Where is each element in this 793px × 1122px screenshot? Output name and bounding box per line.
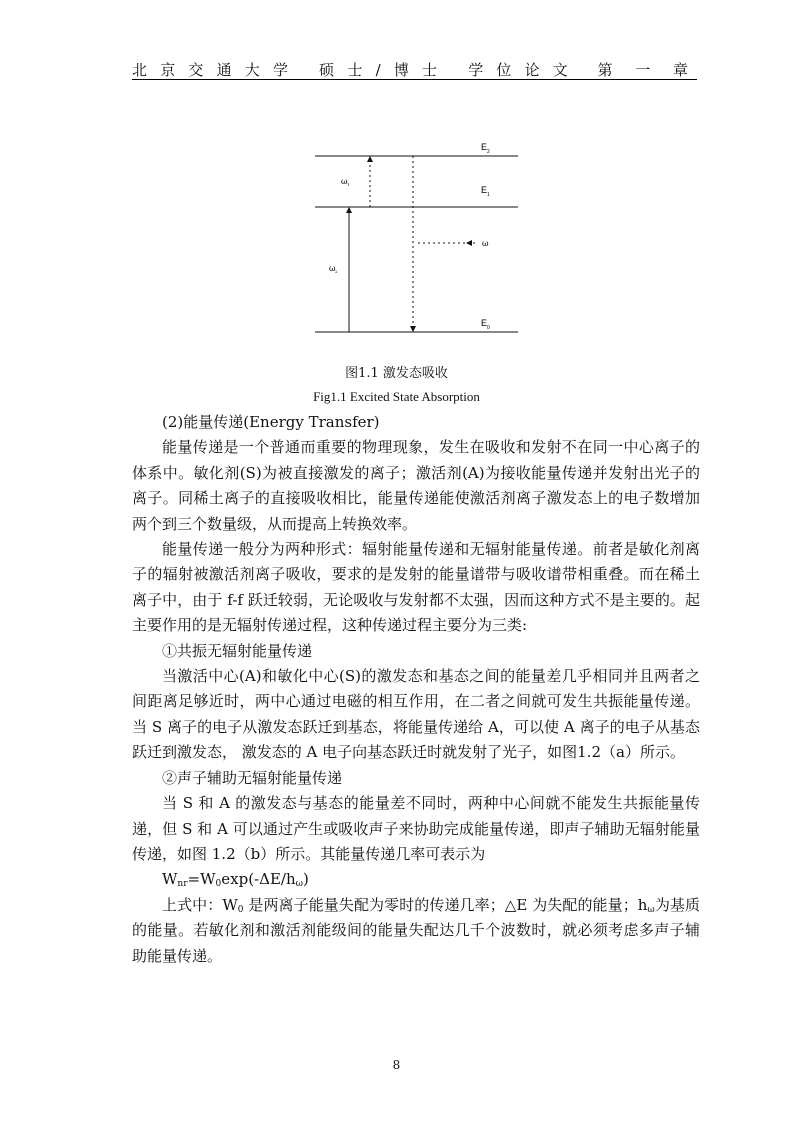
subsection-heading: ①共振无辐射能量传递 (162, 641, 313, 660)
label-e0: E (481, 318, 488, 328)
header-chapter: 第 一 章 (597, 61, 697, 79)
svg-text:1: 1 (347, 182, 350, 187)
paragraph: 上式中：$W_0$ 是两离子能量失配为零时的传递几率；△E 为失配的能量；$h_\omega$为基质的能量。若敏化剂和激活剂能级间的能量失配达几千个波数时，就必须考虑多声子辅助能量传递。 (132, 895, 700, 965)
svg-text:2: 2 (335, 269, 338, 274)
svg-text:2: 2 (487, 149, 490, 155)
page-header (132, 57, 697, 80)
header-title: 北京交通大学 硕士/博士 学位论文 (132, 61, 581, 79)
svg-text:0: 0 (487, 325, 490, 331)
formula: $W_{nr}=W_0\exp(-\Delta E/h_\omega)$ (162, 870, 309, 890)
paragraph: 能量传递一般分为两种形式：辐射能量传递和无辐射能量传递。前者是敏化剂离子的辐射被激活剂离子吸收，要求的是发射的能量谱带与吸收谱带相重叠。而在稀土离子中，由于 f-f 跃迁较弱，无论吸收与发射都不太强，因而这种方式不是主要的。起主要作用的是无辐射传递过程，这种传递过程主要分为三类: (132, 540, 700, 635)
body-text (132, 410, 700, 969)
section-heading: (2)能量传递(Energy Transfer) (162, 413, 380, 431)
label-w1: ω (341, 177, 348, 186)
label-e2: E (481, 142, 488, 152)
energy-level-diagram (300, 130, 530, 340)
subsection-heading: ②声子辅助无辐射能量传递 (162, 768, 343, 787)
paragraph: 当 S 和 A 的激发态与基态的能量差不同时，两种中心间就不能发生共振能量传递，但 S 和 A 可以通过产生或吸收声子来协助完成能量传递，即声子辅助无辐射能量传递，如图 1.2（b）所示。其能量传递几率可表示为 (132, 794, 700, 863)
label-w2: ω (329, 264, 336, 273)
paragraph: 当激活中心(A)和敏化中心(S)的激发态和基态之间的能量差几乎相同并且两者之间距离足够近时，两中心通过电磁的相互作用，在二者之间就可发生共振能量传递。当 S 离子的电子从激发态跃迁到基态，将能量传递给 A，可以使 A 离子的电子从基态跃迁到激发态， 激发态的 A 电子向基态跃迁时就发射了光子，如图1.2（a）所示。 (132, 667, 700, 762)
label-w: ω (482, 239, 489, 248)
page-number: 8 (392, 1058, 401, 1072)
figure-caption-en: Fig1.1 Excited State Absorption (313, 389, 480, 404)
svg-text:1: 1 (487, 192, 490, 198)
paragraph: 能量传递是一个普通而重要的物理现象，发生在吸收和发射不在同一中心离子的体系中。敏化剂(S)为被直接激发的离子；激活剂(A)为接收能量传递并发射出光子的离子。同稀土离子的直接吸收相比，能量传递能使激活剂离子激发态上的电子数增加两个到三个数量级，从而提高上转换效率。 (132, 438, 700, 533)
figure-caption-cn: 图1.1 激发态吸收 (345, 366, 448, 381)
label-e1: E (481, 185, 488, 195)
